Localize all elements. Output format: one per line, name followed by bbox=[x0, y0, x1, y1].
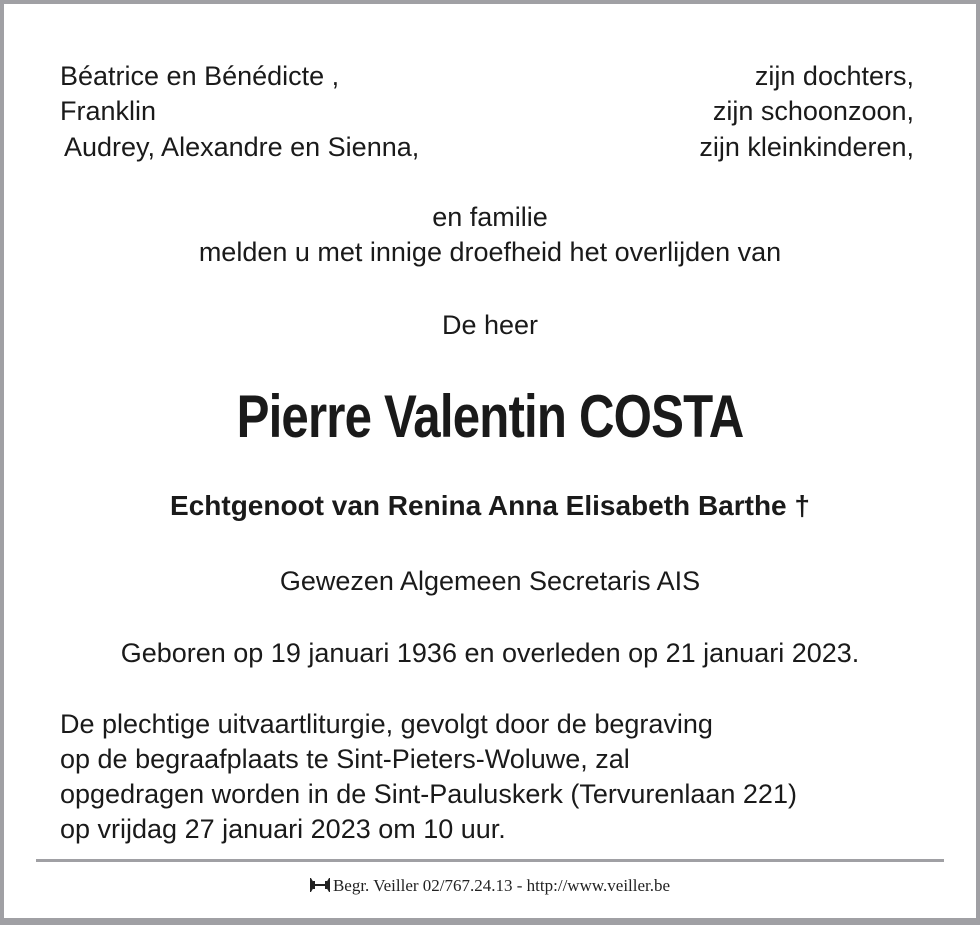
family-names-3: Audrey, Alexandre en Sienna, bbox=[64, 132, 420, 162]
family-relation-3: zijn kleinkinderen, bbox=[699, 132, 914, 162]
family-names-1: Béatrice en Bénédicte , bbox=[60, 61, 340, 91]
footer bbox=[4, 876, 976, 897]
intro-line-2: melden u met innige droefheid het overlijden van bbox=[198, 237, 782, 267]
funeral-line-1: De plechtige uitvaartliturgie, gevolgt door de begraving bbox=[60, 709, 713, 739]
footer-text: Begr. Veiller 02/767.24.13 - http://www.veiller.be bbox=[332, 876, 671, 895]
salutation: De heer bbox=[441, 310, 539, 340]
funeral-line-4: op vrijdag 27 januari 2023 om 10 uur. bbox=[60, 814, 506, 844]
intro-line-1: en familie bbox=[432, 202, 548, 232]
funeral-line-2: op de begraafplaats te Sint-Pieters-Woluwe, zal bbox=[60, 744, 630, 774]
dates-line: Geboren op 19 januari 1936 en overleden op 21 januari 2023. bbox=[120, 638, 860, 668]
position-line: Gewezen Algemeen Secretaris AIS bbox=[279, 566, 701, 596]
divider bbox=[36, 859, 944, 862]
family-relation-2: zijn schoonzoon, bbox=[712, 96, 914, 126]
family-names-2: Franklin bbox=[60, 96, 157, 126]
family-relation-1: zijn dochters, bbox=[754, 61, 914, 91]
deceased-name: Pierre Valentin COSTA bbox=[236, 383, 744, 450]
funeral-line-3: opgedragen worden in de Sint-Pauluskerk (Tervurenlaan 221) bbox=[60, 779, 797, 809]
funeral-logo-icon bbox=[310, 877, 330, 897]
spouse-line: Echtgenoot van Renina Anna Elisabeth Barthe † bbox=[170, 490, 810, 521]
